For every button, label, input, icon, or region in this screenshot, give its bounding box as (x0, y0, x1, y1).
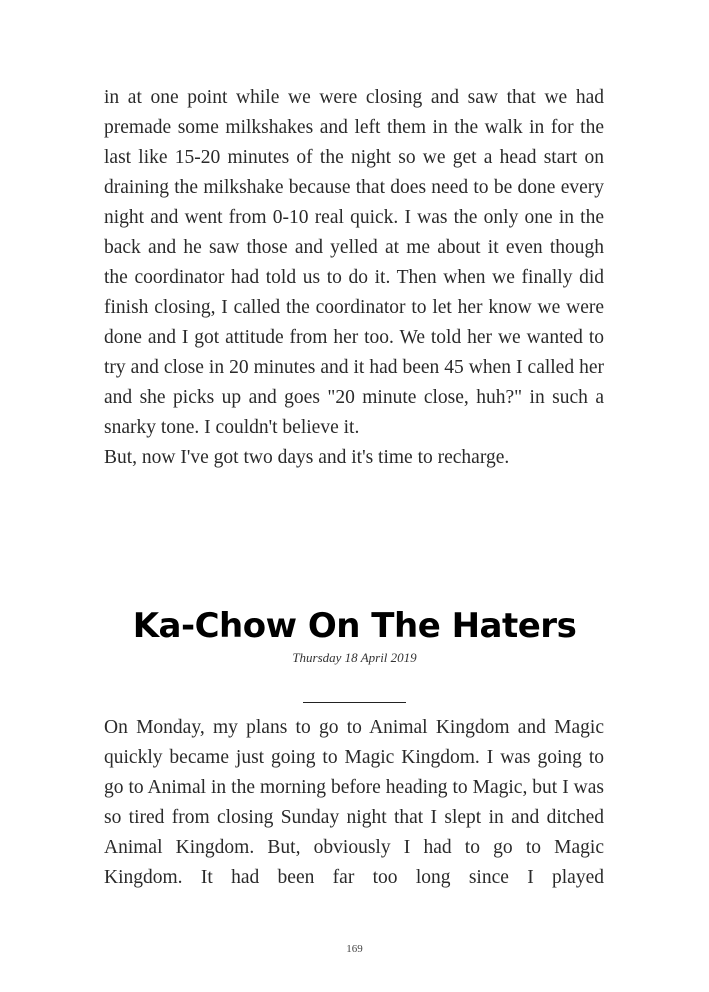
previous-entry-closing-paragraph: But, now I've got two days and it's time to recharge. (104, 447, 510, 468)
previous-entry-paragraph: in at one point while we were closing and saw that we had premade some milkshakes and left them in the walk in for the last like 15-20 minutes of the night so we get a head start on draining the milkshake because that does need to be done every night and went from 0-10 real quick. I was the only one in the back and he saw those and yelled at me about it even though the coordinator had told us to do it. Then when we finally did finish closing, I called the coordinator to let her know we were done and I got attitude from her too. We told her we wanted to try and close in 20 minutes and it had been 45 when I called her and she picks up and goes "20 minute close, huh?" in such a snarky tone. I couldn't believe it. (104, 87, 604, 438)
entry-title: Ka-Chow On The Haters (132, 606, 577, 646)
page-number: 169 (346, 943, 363, 955)
entry-body-text (104, 713, 604, 893)
previous-entry-text (104, 83, 604, 473)
entry-date: Thursday 18 April 2019 (292, 650, 417, 665)
title-divider (303, 702, 406, 703)
entry-body-paragraph: On Monday, my plans to go to Animal Kingdom and Magic quickly became just going to Magic Kingdom. I was going to go to Animal in the morning before heading to Magic, but I was so tired from closing Sunday night that I slept in and ditched Animal Kingdom. But, obviously I had to go to Magic Kingdom. It had been far too long since I played (104, 717, 604, 888)
